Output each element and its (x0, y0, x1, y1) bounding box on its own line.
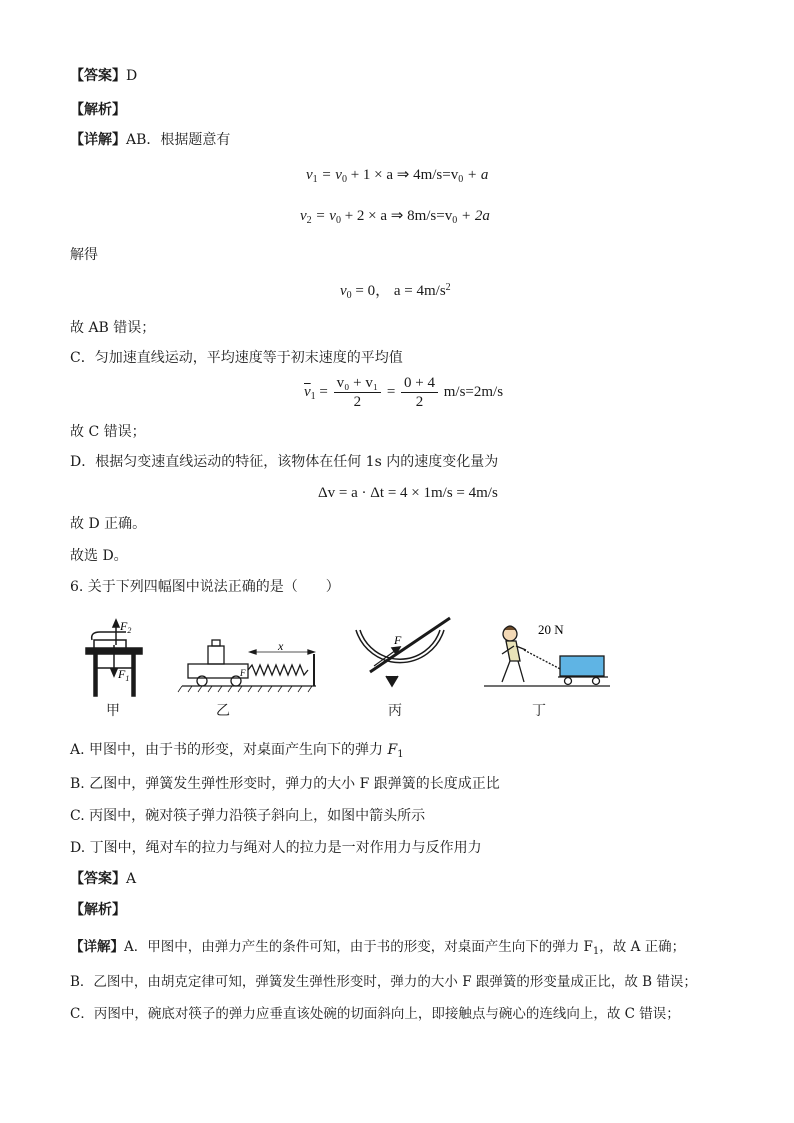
equation-5: Δv = a · Δt = 4 × 1m/s = 4m/s (318, 485, 498, 501)
equation-4: $\overline{v}_1$ = $\frac{\text{v₀ + v₁}}{2}$ = $\frac{0 + 4}{2}$ m/s=2m/s (304, 375, 504, 410)
answer-label: 【答案】 (70, 68, 126, 84)
label-f1: $F_1$ (118, 667, 130, 683)
detail-line (70, 130, 230, 150)
equation-3: $v_0 = 0$， $a = 4m/s^2$ (340, 282, 451, 301)
analysis-label: 【解析】 (70, 102, 126, 118)
option-a: A. 甲图中，由于书的形变，对桌面产生向下的弹力 $F_1$ (70, 742, 404, 760)
label-force: 20 N (538, 622, 564, 637)
label-f-bowl: F (394, 633, 402, 647)
solve-text: 解得 (70, 247, 98, 263)
conclusion-c: 故 C 错误； (70, 424, 146, 440)
equation-1: $v_1 = v_0 + 1 \times a$ ⇒ $4m/s=v_0 + a$ (306, 167, 489, 185)
conclusion-ab: 故 AB 错误； (70, 320, 156, 336)
choose-answer: 故选 D。 (70, 548, 128, 564)
detail-label: 【详解】 (70, 132, 126, 148)
answer-line (70, 66, 137, 86)
detail-6-a: 【详解】A．甲图中，由弹力产生的条件可知，由于书的形变，对桌面产生向下的弹力 $F_1$，故 A 正确； (70, 939, 686, 957)
equation-2: $v_2 = v_0 + 2 \times a$ ⇒ $8m/s=v_0 + 2a$ (300, 208, 490, 226)
conclusion-d: 故 D 正确。 (70, 516, 147, 532)
option-d: D. 丁图中，绳对车的拉力与绳对人的拉力是一对作用力与反作用力 (70, 840, 482, 856)
caption-jia: 甲 (106, 703, 120, 719)
detail-6-c: C．丙图中，碗底对筷子的弹力应垂直该处碗的切面斜向上，即接触点与碗心的连线向上，故 C 错误； (70, 1006, 680, 1022)
caption-yi: 乙 (216, 703, 230, 719)
option-c: C. 丙图中，碗对筷子弹力沿筷子斜向上，如图中箭头所示 (70, 808, 426, 824)
detail-6-b: B．乙图中，由胡克定律可知，弹簧发生弹性形变时，弹力的大小 F 跟弹簧的形变量成正比，故 B 错误； (70, 974, 697, 990)
question-6-stem: 6. 关于下列四幅图中说法正确的是（ ） (70, 579, 340, 595)
detail-text: AB．根据题意有 (126, 132, 231, 148)
option-b: B. 乙图中，弹簧发生弹性形变时，弹力的大小 F 跟弹簧的长度成正比 (70, 776, 500, 792)
caption-ding: 丁 (532, 703, 546, 719)
figure-yi (178, 640, 316, 692)
answer-6-line: 【答案】A (70, 871, 137, 887)
label-f-small: F (240, 668, 246, 678)
label-f2: $F_2$ (120, 619, 132, 635)
figure-jia (86, 620, 142, 696)
item-d: D．根据匀变速直线运动的特征，该物体在任何 1s 内的速度变化量为 (70, 454, 499, 470)
answer-value: D (126, 68, 138, 84)
label-x: x (278, 639, 284, 653)
item-c: C．匀加速直线运动，平均速度等于初末速度的平均值 (70, 350, 403, 366)
caption-bing: 丙 (388, 703, 402, 719)
figure-bing (356, 618, 450, 686)
analysis-6-label: 【解析】 (70, 902, 126, 918)
